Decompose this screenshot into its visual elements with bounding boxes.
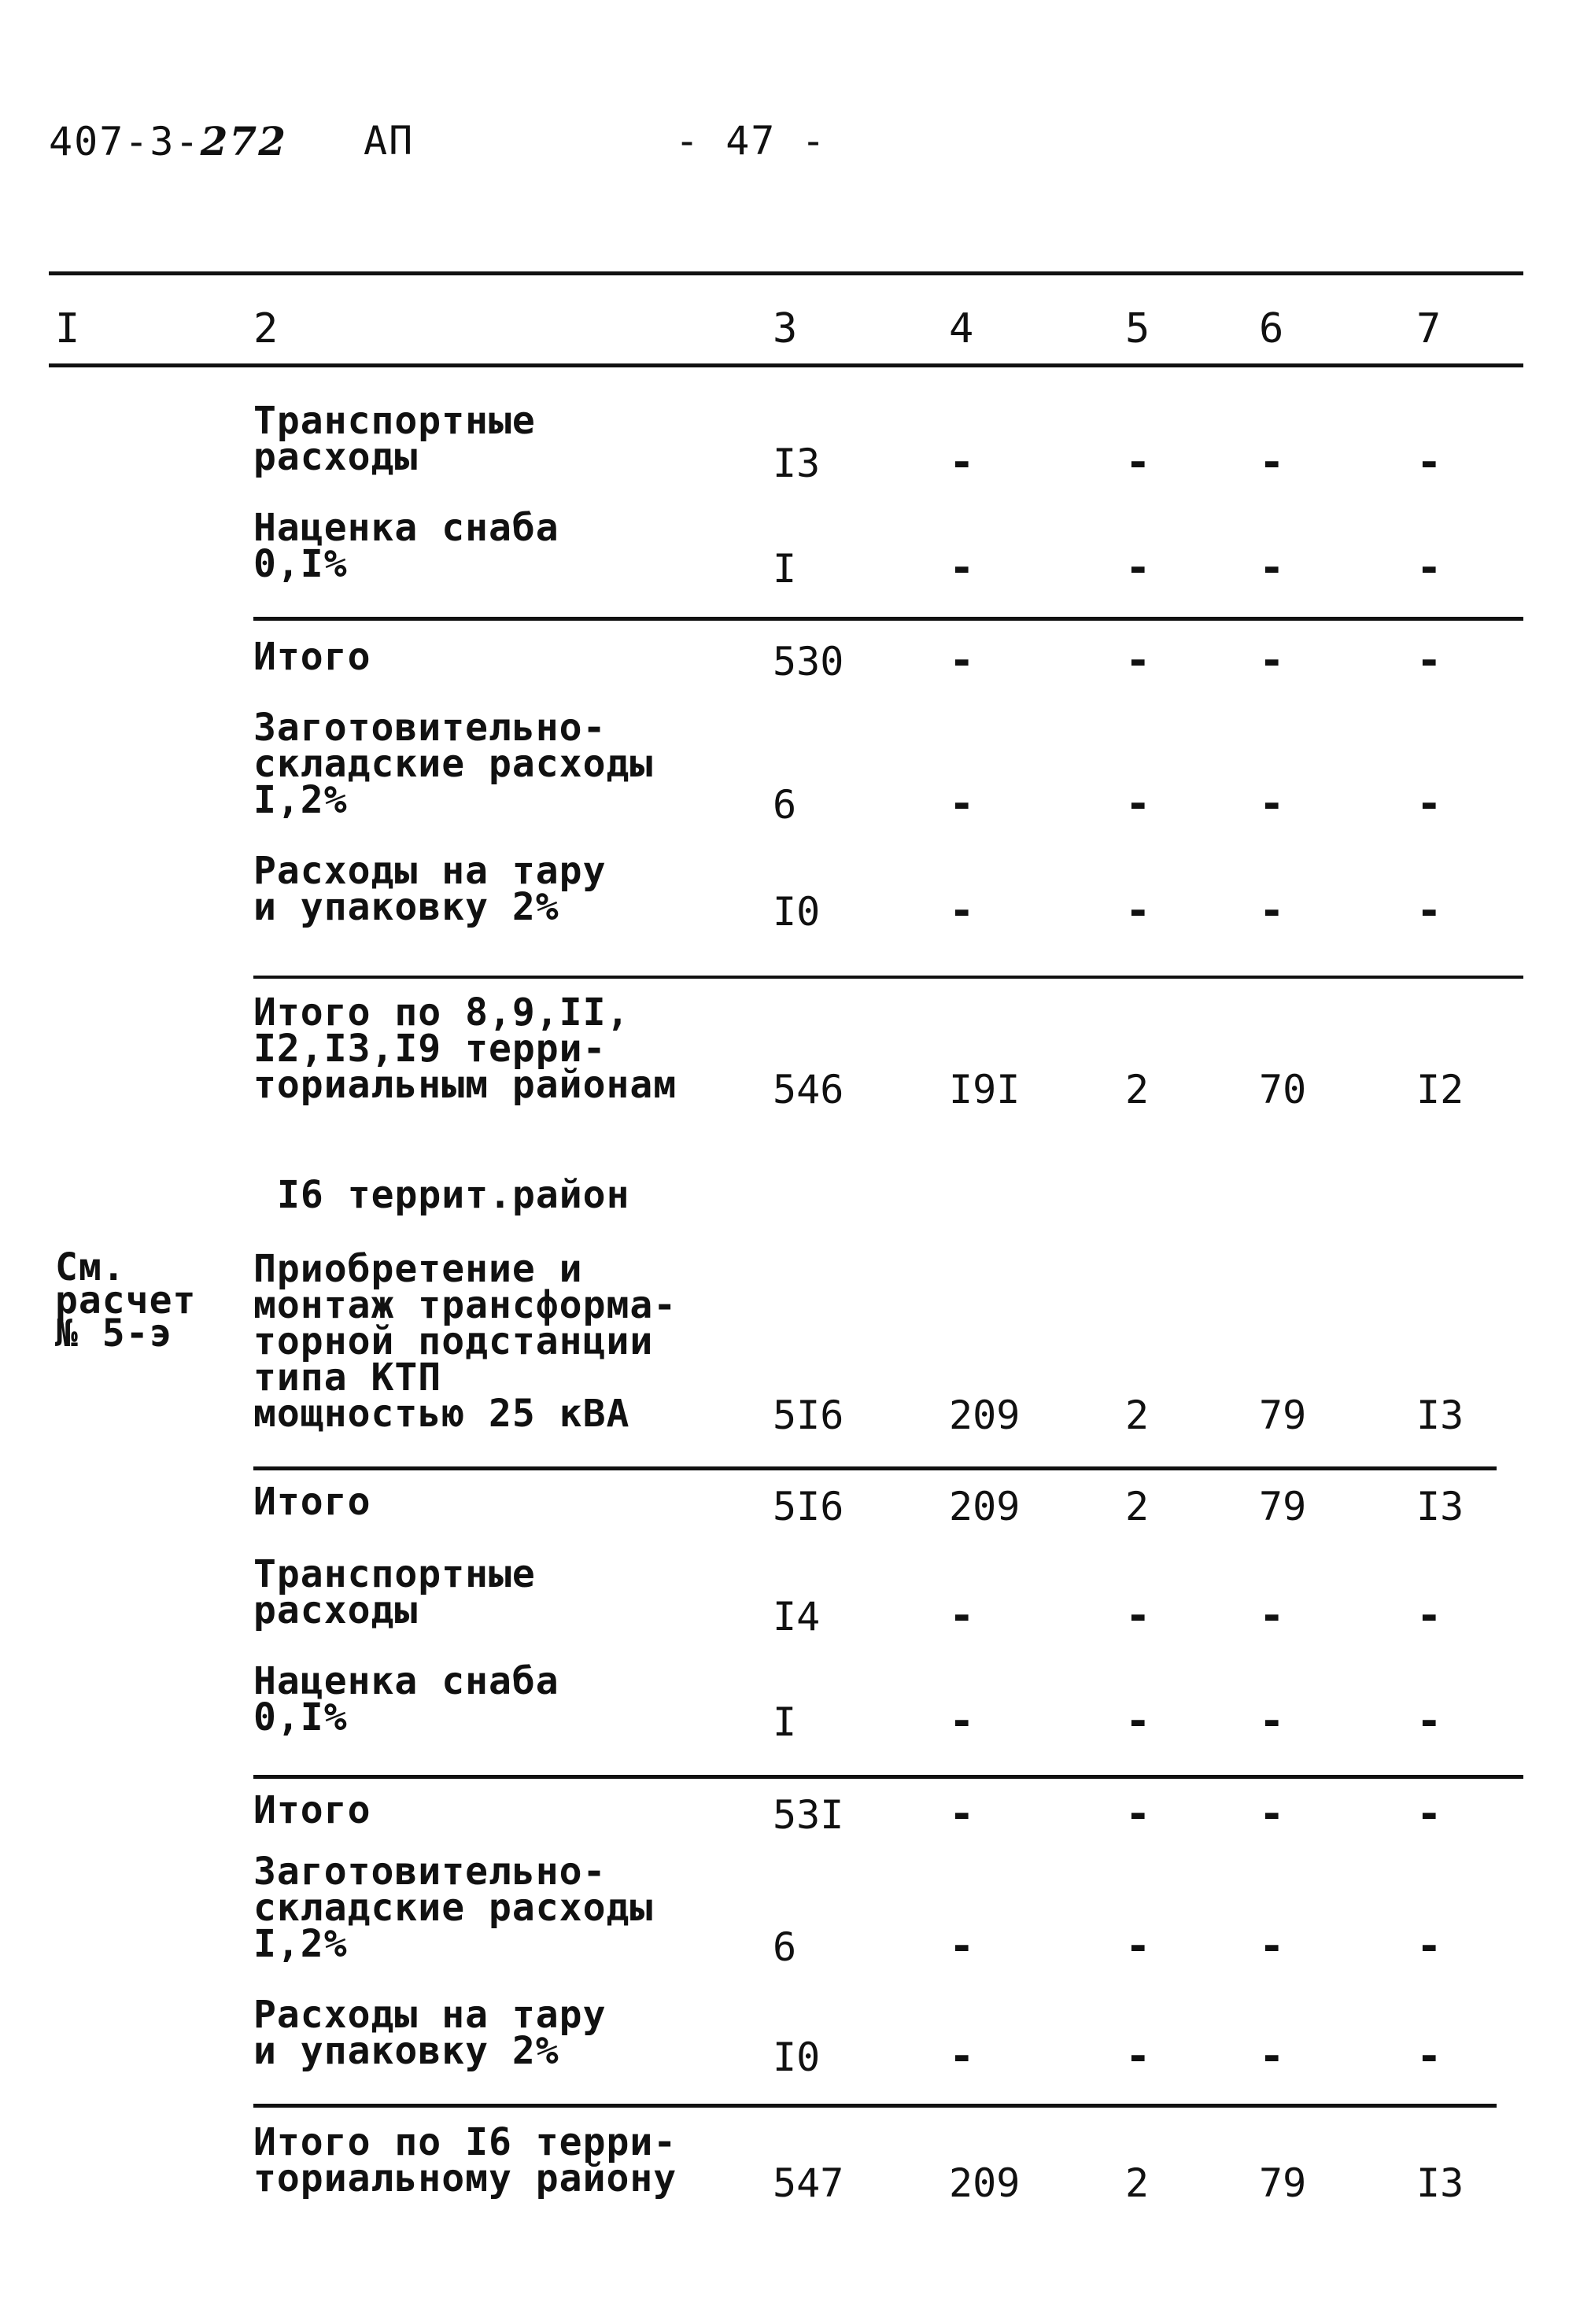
- cell-col7: I3: [1416, 1484, 1464, 1529]
- cell-col7: I3: [1416, 1393, 1464, 1438]
- cell-col4: -: [949, 779, 975, 828]
- cell-col6: -: [1259, 779, 1285, 828]
- cell-col5: 2: [1125, 1393, 1150, 1438]
- row-label: Приобретение и монтаж трансформа- торной подстанции типа КТП мощностью 25 кВА: [253, 1247, 677, 1436]
- cell-col3: I3: [773, 441, 821, 486]
- column-header-6: 6: [1259, 305, 1284, 352]
- cell-col4: -: [949, 636, 975, 685]
- cell-col4: I9I: [949, 1067, 1021, 1112]
- cell-col3: 53I: [773, 1792, 844, 1838]
- subtotal-rule: [253, 1466, 1497, 1470]
- row-label: Наценка снаба 0,I%: [253, 1659, 559, 1739]
- cell-col4: -: [949, 886, 975, 935]
- cell-col6: -: [1259, 2031, 1285, 2081]
- cell-col7: -: [1416, 1696, 1442, 1746]
- cell-col7: I3: [1416, 2160, 1464, 2206]
- cell-col4: 209: [949, 2160, 1021, 2206]
- column-header-5: 5: [1125, 305, 1150, 352]
- cell-col6: -: [1259, 886, 1285, 935]
- cell-col5: -: [1125, 437, 1151, 487]
- cell-col5: -: [1125, 779, 1151, 828]
- cell-col4: 209: [949, 1484, 1021, 1529]
- cell-col5: 2: [1125, 1067, 1150, 1112]
- cell-col6: -: [1259, 636, 1285, 685]
- cell-col4: -: [949, 543, 975, 592]
- column-header-4: 4: [949, 305, 974, 352]
- cell-col3: 546: [773, 1067, 844, 1112]
- row-label: Заготовительно- складские расходы I,2%: [253, 706, 654, 822]
- cell-col7: -: [1416, 886, 1442, 935]
- cell-col3: I: [773, 1699, 797, 1745]
- cell-col4: -: [949, 1591, 975, 1640]
- document-code: [49, 118, 287, 164]
- row-label: Расходы на тару и упаковку 2%: [253, 1993, 607, 2073]
- column-header-7: 7: [1416, 305, 1442, 352]
- cell-col5: -: [1125, 636, 1151, 685]
- subtotal-rule: [253, 1775, 1523, 1779]
- cell-col6: 79: [1259, 1484, 1307, 1529]
- cell-col7: -: [1416, 1921, 1442, 1971]
- page-number: - 47 -: [675, 118, 827, 164]
- cell-col3: 5I6: [773, 1484, 844, 1529]
- cell-col6: 79: [1259, 2160, 1307, 2206]
- cell-col3: 530: [773, 639, 844, 684]
- section-code: АП: [364, 118, 415, 164]
- cell-col5: -: [1125, 543, 1151, 592]
- cell-col3: I0: [773, 889, 821, 935]
- cell-col7: -: [1416, 1591, 1442, 1640]
- cell-col6: -: [1259, 1591, 1285, 1640]
- cell-col5: -: [1125, 1789, 1151, 1839]
- row-label: Транспортные расходы: [253, 1552, 536, 1632]
- cell-col4: 209: [949, 1393, 1021, 1438]
- cell-col6: -: [1259, 1921, 1285, 1971]
- document-code-printed: 407-3-: [49, 119, 201, 164]
- cell-col5: -: [1125, 1591, 1151, 1640]
- cell-col5: -: [1125, 2031, 1151, 2081]
- total-rule: [253, 2104, 1497, 2108]
- cell-col3: 5I6: [773, 1393, 844, 1438]
- document-code-handwritten: 272: [200, 118, 287, 164]
- cell-col7: -: [1416, 636, 1442, 685]
- column-header-2: 2: [253, 305, 279, 352]
- subtotal-rule: [253, 976, 1523, 979]
- row-label: Итого по I6 терри- ториальному району: [253, 2120, 677, 2200]
- cell-col5: 2: [1125, 2160, 1150, 2206]
- cell-col7: -: [1416, 543, 1442, 592]
- cell-col3: I: [773, 546, 797, 592]
- cell-col3: I0: [773, 2034, 821, 2080]
- cell-col7: -: [1416, 779, 1442, 828]
- cell-col6: -: [1259, 543, 1285, 592]
- column-header-3: 3: [773, 305, 798, 352]
- section-heading: I6 террит.район: [277, 1173, 630, 1217]
- subtotal-rule: [253, 617, 1523, 621]
- cell-col4: -: [949, 2031, 975, 2081]
- row-label: Транспортные расходы: [253, 399, 536, 479]
- cell-col7: -: [1416, 437, 1442, 487]
- cell-col6: 70: [1259, 1067, 1307, 1112]
- row-label: Наценка снаба 0,I%: [253, 506, 559, 586]
- cell-col4: -: [949, 437, 975, 487]
- cell-col7: -: [1416, 2031, 1442, 2081]
- row-label: Итого: [253, 1480, 371, 1524]
- cell-col5: 2: [1125, 1484, 1150, 1529]
- column-header-1: I: [55, 305, 80, 352]
- cell-col3: 547: [773, 2160, 844, 2206]
- cell-col6: -: [1259, 1696, 1285, 1746]
- row-label: Итого по 8,9,II, I2,I3,I9 терри- ториальным районам: [253, 990, 677, 1107]
- cell-col5: -: [1125, 886, 1151, 935]
- cell-col6: -: [1259, 1789, 1285, 1839]
- cell-col3: I4: [773, 1594, 821, 1640]
- row-label: Заготовительно- складские расходы I,2%: [253, 1850, 654, 1966]
- reference-note: См. расчет № 5-э: [55, 1245, 197, 1356]
- row-label: Итого: [253, 1788, 371, 1832]
- row-label: Расходы на тару и упаковку 2%: [253, 849, 607, 929]
- cell-col4: -: [949, 1921, 975, 1971]
- cell-col7: I2: [1416, 1067, 1464, 1112]
- cell-col4: -: [949, 1696, 975, 1746]
- cell-col6: 79: [1259, 1393, 1307, 1438]
- header-bottom-rule: [49, 363, 1523, 367]
- table-top-rule: [49, 271, 1523, 275]
- row-label: Итого: [253, 635, 371, 679]
- cell-col3: 6: [773, 782, 797, 828]
- cell-col3: 6: [773, 1924, 797, 1970]
- cell-col6: -: [1259, 437, 1285, 487]
- cell-col5: -: [1125, 1921, 1151, 1971]
- cell-col7: -: [1416, 1789, 1442, 1839]
- cell-col5: -: [1125, 1696, 1151, 1746]
- cell-col4: -: [949, 1789, 975, 1839]
